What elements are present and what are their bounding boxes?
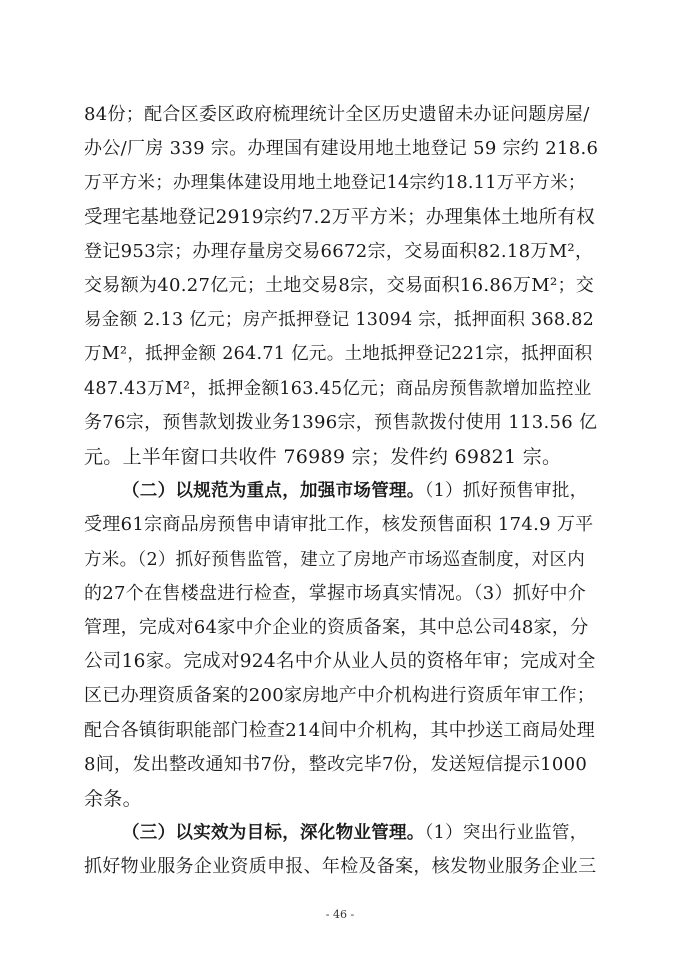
text-line: 元。上半年窗口共收件 76989 宗；发件约 69821 宗。 bbox=[84, 446, 562, 469]
text-line: 万平方米；办理集体建设用地土地登记14宗约18.11万平方米； bbox=[84, 173, 586, 194]
paragraph-land-registration bbox=[84, 98, 598, 474]
heading-line bbox=[84, 474, 598, 508]
section-heading-3: （三）以实效为目标，深化物业管理。 bbox=[122, 823, 425, 844]
paragraph-market-management bbox=[84, 474, 598, 816]
text-line: 抓好物业服务企业资质申报、年检及备案，核发物业服务企业三 bbox=[84, 856, 597, 878]
heading-line-continuation: （1）抓好预售审批， bbox=[424, 481, 588, 502]
page-number: - 46 - bbox=[325, 908, 355, 921]
text-line: 务76宗，预售款划拨业务1396宗，预售款拨付使用 113.56 亿 bbox=[84, 411, 598, 433]
heading-line-continuation: （1）突出行业监管， bbox=[424, 823, 588, 844]
heading-line bbox=[84, 816, 598, 850]
text-line: 8间，发出整改通知书7份，整改完毕7份，发送短信提示1000 bbox=[84, 753, 588, 775]
text-line: 区已办理资质备案的200家房地产中介机构进行资质年审工作； bbox=[84, 685, 596, 707]
text-line: 易金额 2.13 亿元；房产抵押登记 13094 宗，抵押面积 368.82 bbox=[84, 310, 595, 331]
text-line: 登记953宗；办理存量房交易6672宗，交易面积82.18万M²， bbox=[84, 240, 594, 262]
text-line: 交易额为40.27亿元；土地交易8宗，交易面积16.86万M²；交 bbox=[84, 275, 595, 297]
text-line: 配合各镇街职能部门检查214间中介机构，其中抄送工商局处理 bbox=[84, 719, 596, 741]
text-line: 的27个在售楼盘进行检查，掌握市场真实情况。（3）抓好中介 bbox=[84, 582, 587, 604]
paragraph-property-management bbox=[84, 816, 598, 884]
text-line: 受理61宗商品房预售申请审批工作，核发预售面积 174.9 万平 bbox=[84, 514, 594, 536]
text-line: 方米。（2）抓好预售监管，建立了房地产市场巡查制度，对区内 bbox=[84, 549, 586, 570]
text-line: 受理宅基地登记2919宗约7.2万平方米；办理集体土地所有权 bbox=[84, 206, 596, 228]
section-heading-2: （二）以规范为重点，加强市场管理。 bbox=[122, 481, 425, 502]
text-line: 管理，完成对64家中介企业的资质备案，其中总公司48家，分 bbox=[84, 617, 589, 639]
text-line: 公司16家。完成对924名中介从业人员的资格年审；完成对全 bbox=[84, 651, 596, 673]
text-line: 余条。 bbox=[84, 788, 142, 811]
text-line: 84份；配合区委区政府梳理统计全区历史遗留未办证问题房屋/ bbox=[84, 104, 590, 125]
text-line: 487.43万M²，抵押金额163.45亿元；商品房预售款增加监控业 bbox=[84, 378, 592, 399]
text-line: 办公/厂房 339 宗。办理国有建设用地土地登记 59 宗约 218.6 bbox=[84, 138, 599, 160]
text-line: 万M²，抵押金额 264.71 亿元。土地抵押登记221宗，抵押面积 bbox=[84, 344, 593, 365]
body-text bbox=[84, 98, 598, 885]
